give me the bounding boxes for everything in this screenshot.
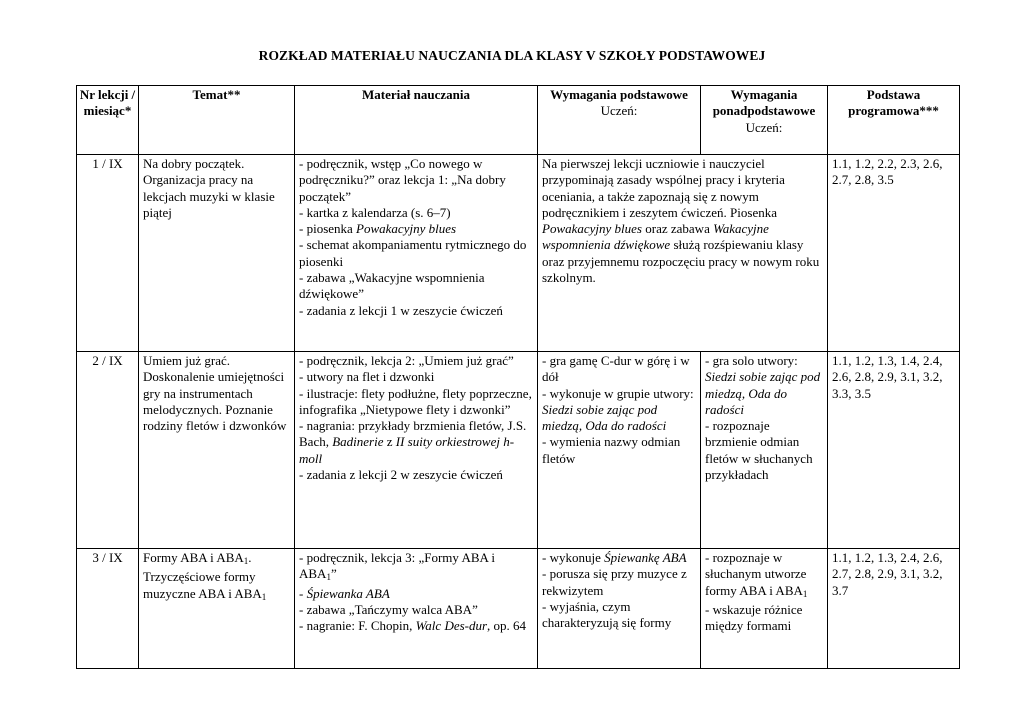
material-item: - zadania z lekcji 2 w zeszycie ćwiczeń	[299, 467, 503, 483]
material-text: z	[383, 434, 396, 450]
req-item	[705, 353, 823, 418]
material-text: , op. 64	[487, 618, 527, 634]
req-item: - wymienia nazwy odmian fletów	[542, 434, 681, 466]
material-item: - podręcznik, lekcja 2: „Umiem już grać”	[299, 353, 514, 368]
document-title: ROZKŁAD MATERIAŁU NAUCZANIA DLA KLASY V SZKOŁY PODSTAWOWEJ	[258, 48, 766, 63]
material-item: - podręcznik, wstęp „Co nowego w podręczniku?” oraz lekcja 1: „Na dobry początek”	[299, 156, 506, 204]
req-item: - gra gamę C-dur w górę i w dół	[542, 353, 690, 385]
cell-temat	[139, 549, 295, 669]
req-item	[542, 386, 696, 435]
wym-text: służą rozśpiewaniu klasy oraz przyjemnemu rozpoczęciu pracy w nowym roku szkolnym.	[542, 237, 820, 286]
cell-nr: 2 / IX	[77, 352, 139, 549]
temat-text: Formy ABA i ABA	[143, 550, 244, 565]
req-item: - rozpoznaje brzmienie odmian fletów w słuchanych przykładach	[705, 418, 813, 483]
req-italic: Siedzi sobie zając pod miedzą, Oda do radości	[542, 401, 667, 434]
header-nr: Nr lekcji / miesiąc*	[77, 86, 139, 155]
cell-podstawa: 1.1, 1.2, 2.2, 2.3, 2.6, 2.7, 2.8, 3.5	[828, 155, 960, 352]
cell-nr: 1 / IX	[77, 155, 139, 352]
header-wym-podst-sub: Uczeń:	[600, 103, 638, 119]
material-item	[299, 418, 533, 467]
cell-wym-podst	[538, 549, 701, 669]
material-item: - zabawa „Wakacyjne wspomnienia dźwiękowe”	[299, 270, 485, 302]
lesson-plan-table	[76, 85, 960, 669]
material-item	[299, 586, 533, 602]
req-item	[542, 550, 696, 566]
header-material: Materiał nauczania	[295, 86, 538, 155]
cell-temat: Na dobry początek. Organizacja pracy na lekcjach muzyki w klasie piątej	[139, 155, 295, 352]
material-text: ”	[330, 566, 337, 582]
header-wymagania-ponadpodstawowe	[701, 86, 828, 155]
material-item	[299, 221, 533, 237]
material-item: - zadania z lekcji 1 w zeszycie ćwiczeń	[299, 302, 503, 318]
material-item: - kartka z kalendarza (s. 6–7)	[299, 204, 451, 220]
material-text: - nagranie: F. Chopin,	[299, 618, 416, 634]
material-item	[299, 550, 533, 586]
req-item: - porusza się przy muzyce z rekwizytem	[542, 566, 687, 598]
subscript: 1	[243, 556, 249, 566]
cell-podstawa: 1.1, 1.2, 1.3, 1.4, 2.4, 2.6, 2.8, 2.9, 3.1, 3.2, 3.3, 3.5	[828, 352, 960, 549]
wym-italic: Wakacyjne wspomnienia dźwiękowe	[542, 221, 769, 253]
material-item	[299, 618, 533, 634]
temat-text: . Trzyczęściowe formy muzyczne ABA i ABA	[143, 550, 262, 601]
table-row	[77, 549, 960, 669]
wym-text: oraz zabawa	[642, 221, 714, 237]
material-text: - piosenka	[299, 221, 357, 237]
req-italic: Siedzi sobie zając pod miedzą, Oda do radości	[705, 369, 821, 417]
material-italic: Powakacyjny blues	[356, 221, 457, 237]
header-temat: Temat**	[139, 86, 295, 155]
cell-nr: 3 / IX	[77, 549, 139, 669]
material-italic: II suity orkiestrowej h-moll	[299, 434, 515, 466]
req-item: - wskazuje różnice między formami	[705, 601, 803, 634]
material-item: - zabawa „Tańczymy walca ABA”	[299, 601, 478, 617]
req-text: - gra solo utwory:	[705, 353, 798, 368]
req-text: - wykonuje	[542, 550, 605, 565]
table-header-row	[77, 86, 960, 155]
req-item: - wyjaśnia, czym charakteryzują się formy	[542, 598, 672, 631]
header-wym-podst-title: Wymagania podstawowe	[550, 87, 688, 102]
wym-text: Na pierwszej lekcji uczniowie i nauczyciel przypominają zasady wspólnej pracy i kryteria oceniania, a także zapoznają się z nowym podręcznikiem i zeszytem ćwiczeń. Piosenka	[542, 156, 785, 220]
cell-wym-podst	[538, 352, 701, 549]
cell-wym-ponad	[701, 352, 828, 549]
table-row	[77, 155, 960, 352]
cell-wymagania-merged	[538, 155, 828, 352]
subscript: 1	[261, 591, 267, 602]
material-text: - podręcznik, lekcja 3: „Formy ABA i ABA	[299, 550, 496, 582]
cell-material	[295, 155, 538, 352]
table-row	[77, 352, 960, 549]
cell-material	[295, 352, 538, 549]
wym-italic: Powakacyjny blues	[542, 221, 642, 237]
header-podstawa: Podstawa programowa***	[828, 86, 960, 155]
header-wym-ponad-title: Wymagania ponadpodstawowe	[712, 87, 816, 119]
material-item: - schemat akompaniamentu rytmicznego do piosenki	[299, 237, 527, 269]
material-item: - utwory na flet i dzwonki	[299, 369, 435, 385]
material-item: - ilustracje: flety podłużne, flety poprzeczne, infografika „Nietypowe flety i dzwonki”	[299, 385, 532, 417]
cell-wym-ponad	[701, 549, 828, 669]
header-wym-ponad-sub: Uczeń:	[745, 119, 783, 135]
req-italic: Śpiewankę ABA	[604, 550, 687, 565]
cell-podstawa: 1.1, 1.2, 1.3, 2.4, 2.6, 2.7, 2.8, 2.9, 3.1, 3.2, 3.7	[828, 549, 960, 669]
material-italic: Śpiewanka ABA	[306, 585, 390, 601]
req-item	[705, 550, 823, 602]
material-italic: Walc Des-dur	[415, 618, 488, 634]
material-text: - nagrania: przykłady brzmienia fletów, J.S. Bach,	[299, 418, 527, 450]
header-wymagania-podstawowe	[538, 86, 701, 155]
req-text: - rozpoznaje w słuchanym utworze formy ABA i ABA	[705, 550, 807, 598]
subscript: 1	[802, 588, 808, 599]
cell-material	[295, 549, 538, 669]
material-text: -	[299, 585, 307, 601]
subscript: 1	[326, 572, 331, 583]
material-italic: Badinerie	[332, 434, 384, 450]
req-text: - wykonuje w grupie utwory:	[542, 385, 694, 401]
cell-temat: Umiem już grać. Doskonalenie umiejętności gry na instrumentach melodycznych. Poznanie rodziny fletów i dzwonków	[139, 352, 295, 549]
